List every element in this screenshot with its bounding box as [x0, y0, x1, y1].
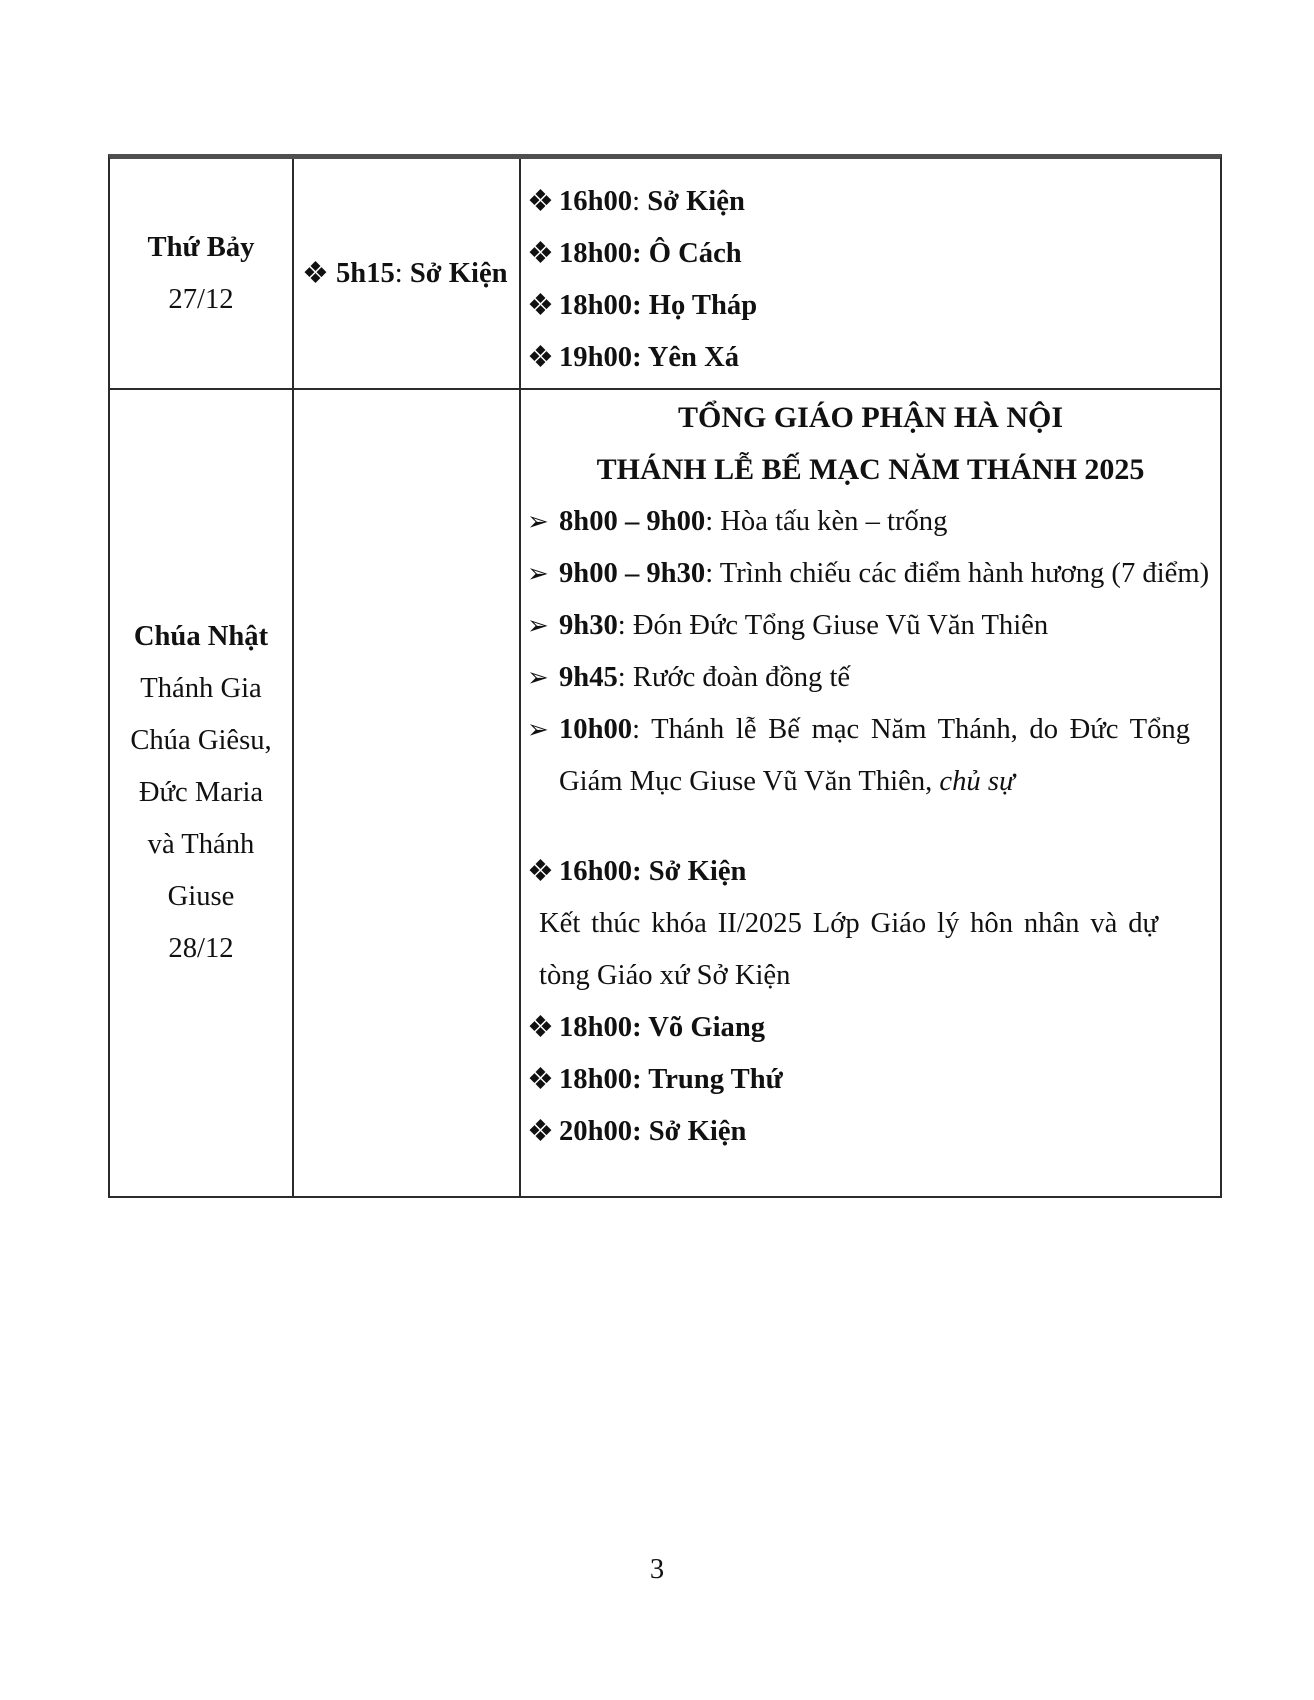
text-segment: : — [394, 257, 410, 289]
day-line: Chúa Nhật — [133, 621, 269, 652]
bullet-arrow-icon: ➢ — [527, 507, 549, 536]
bullet-diamond-icon: ❖ — [302, 256, 329, 290]
middle-cell — [294, 159, 521, 390]
text-segment: 16h00: Sở Kiện — [559, 856, 747, 887]
content-cell-inner — [521, 176, 1220, 384]
schedule-item — [521, 846, 1220, 898]
schedule-list — [521, 846, 1220, 1158]
text-segment: 18h00: Họ Tháp — [559, 290, 758, 321]
item-text — [559, 332, 1220, 384]
schedule-item — [521, 704, 1220, 808]
text-segment: : — [632, 186, 648, 217]
item-text — [559, 704, 1220, 808]
bullet-arrow-icon: ➢ — [527, 663, 549, 692]
bullet-arrow-icon: ➢ — [527, 611, 549, 640]
schedule-item — [521, 1106, 1220, 1158]
content-cell-inner — [521, 392, 1220, 1158]
text-segment: 8h00 – 9h00 — [559, 506, 706, 537]
page-number: 3 — [649, 1554, 665, 1585]
bullet-diamond-icon: ❖ — [527, 185, 554, 218]
bullet-arrow-icon: ➢ — [527, 715, 549, 744]
text-segment: Sở Kiện — [409, 257, 508, 289]
text-segment: : Đón Đức Tổng Giuse Vũ Văn Thiên — [617, 610, 1049, 641]
heading-line: THÁNH LỄ BẾ MẠC NĂM THÁNH 2025 — [596, 453, 1145, 486]
text-segment: Sở Kiện — [647, 186, 745, 217]
day-line: 27/12 — [168, 283, 234, 315]
schedule-item — [521, 1054, 1220, 1106]
schedule-item — [521, 548, 1220, 600]
item-text — [559, 496, 1220, 548]
text-segment: 9h45 — [559, 662, 618, 693]
text-segment: 20h00: Sở Kiện — [559, 1116, 747, 1147]
continuation-paragraph — [521, 898, 1220, 1002]
schedule-item — [296, 248, 519, 300]
text-segment: chủ sự — [939, 766, 1015, 797]
text-segment: : Rước đoàn đồng tế — [617, 662, 851, 693]
schedule-item — [521, 652, 1220, 704]
day-line: Thánh Gia — [140, 673, 262, 704]
schedule-table — [108, 154, 1222, 1198]
day-cell — [110, 390, 294, 1196]
item-text — [559, 280, 1220, 332]
text-segment: 16h00 — [559, 186, 633, 217]
day-line: Giuse — [167, 881, 235, 912]
item-text — [559, 548, 1220, 600]
bullet-diamond-icon: ❖ — [527, 289, 554, 322]
schedule-item — [521, 1002, 1220, 1054]
text-segment: 10h00 — [559, 714, 633, 745]
schedule-item — [521, 228, 1220, 280]
bullet-diamond-icon: ❖ — [527, 855, 554, 888]
item-text — [559, 228, 1220, 280]
bullet-diamond-icon: ❖ — [527, 1063, 554, 1096]
day-cell — [110, 159, 294, 390]
text-segment: 5h15 — [336, 257, 395, 289]
item-text — [559, 600, 1220, 652]
schedule-item — [521, 496, 1220, 548]
text-segment: 18h00: Trung Thứ — [559, 1064, 783, 1095]
text-segment: 18h00: Ô Cách — [559, 238, 742, 269]
day-line: Chúa Giêsu, — [130, 725, 272, 756]
text-segment: : Trình chiếu các điểm hành hương (7 điểm) — [705, 558, 1210, 589]
item-text — [559, 846, 1220, 898]
day-line: Thứ Bảy — [147, 231, 255, 263]
item-text — [559, 176, 1220, 228]
text-segment: 9h30 — [559, 610, 618, 641]
day-line: 28/12 — [168, 933, 234, 964]
schedule-item — [521, 176, 1220, 228]
text-segment: 18h00: Võ Giang — [559, 1012, 766, 1043]
bullet-diamond-icon: ❖ — [527, 1115, 554, 1148]
day-line: và Thánh — [147, 829, 255, 860]
heading-line: TỔNG GIÁO PHẬN HÀ NỘI — [677, 401, 1064, 434]
schedule-list — [521, 496, 1220, 808]
schedule-item — [521, 280, 1220, 332]
day-line: Đức Maria — [138, 777, 264, 808]
text-segment: 19h00: Yên Xá — [559, 342, 740, 373]
text-segment: : Thánh lễ Bế mạc Năm Thánh, do Đức Tổng Giám Mục Giuse Vũ Văn Thiên, — [559, 714, 1190, 797]
item-text — [336, 248, 519, 300]
text-segment: : Hòa tấu kèn – trống — [705, 506, 948, 537]
schedule-item — [521, 332, 1220, 384]
bullet-diamond-icon: ❖ — [527, 1011, 554, 1044]
item-text — [559, 1054, 1220, 1106]
schedule-item — [521, 600, 1220, 652]
item-text — [559, 1106, 1220, 1158]
bullet-diamond-icon: ❖ — [527, 341, 554, 374]
schedule-list — [521, 176, 1220, 384]
content-cell — [521, 159, 1220, 390]
bullet-diamond-icon: ❖ — [527, 237, 554, 270]
text-segment: 9h00 – 9h30 — [559, 558, 706, 589]
content-cell — [521, 390, 1220, 1196]
middle-cell — [294, 390, 521, 1196]
bullet-arrow-icon: ➢ — [527, 559, 549, 588]
item-text — [559, 1002, 1220, 1054]
text-segment: Kết thúc khóa II/2025 Lớp Giáo lý hôn nhân và dự tòng Giáo xứ Sở Kiện — [539, 908, 1158, 991]
section-heading — [521, 392, 1220, 496]
item-text — [559, 652, 1220, 704]
